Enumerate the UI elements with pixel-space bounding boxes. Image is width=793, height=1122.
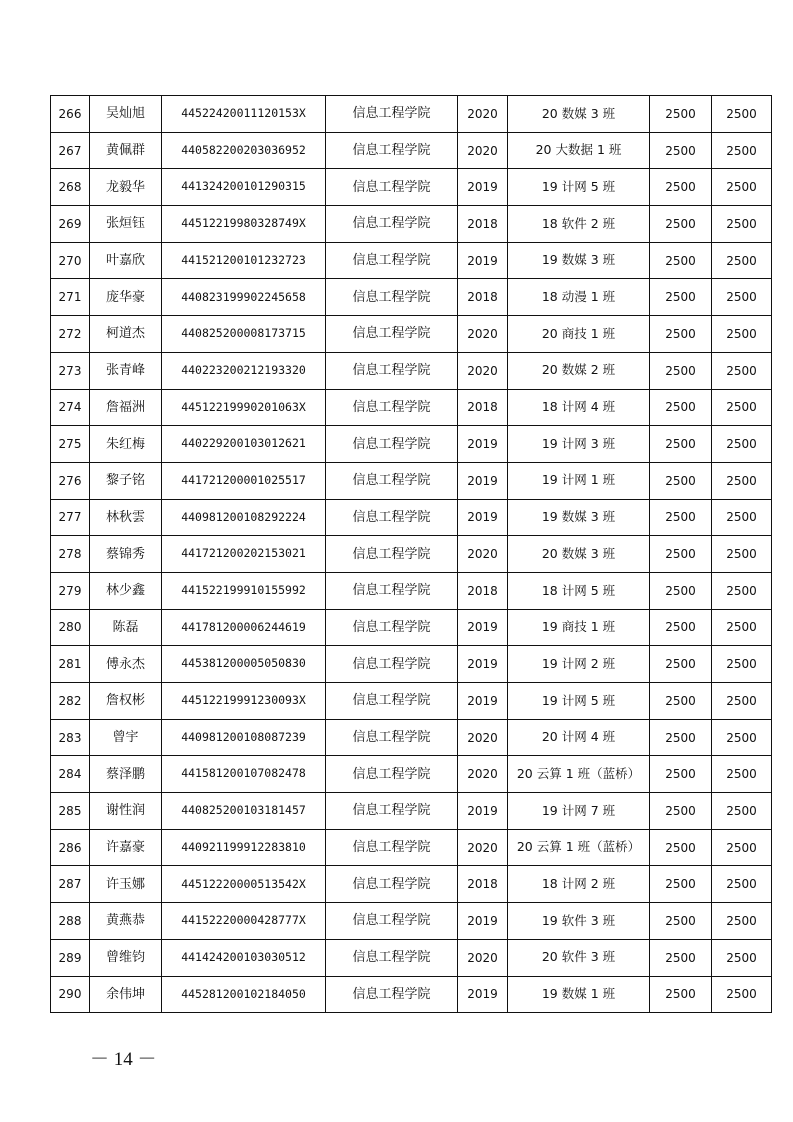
enrollment-year-cell: 2018: [458, 389, 508, 426]
table-row: [51, 169, 772, 206]
serial-number-cell: 275: [51, 426, 90, 463]
serial-number-cell: 273: [51, 352, 90, 389]
enrollment-year-cell: 2019: [458, 976, 508, 1013]
student-name-cell: 龙毅华: [90, 169, 162, 206]
college-cell: 信息工程学院: [326, 756, 458, 793]
id-number-cell: 440981200108087239: [162, 719, 326, 756]
college-cell: 信息工程学院: [326, 939, 458, 976]
college-cell: 信息工程学院: [326, 646, 458, 683]
amount-total-cell: 2500: [712, 389, 772, 426]
class-cell: 20 云算 1 班（蓝桥）: [508, 829, 650, 866]
id-number-cell: 441324200101290315: [162, 169, 326, 206]
id-number-cell: 440823199902245658: [162, 279, 326, 316]
amount-cell: 2500: [650, 169, 712, 206]
class-cell: 19 数媒 1 班: [508, 976, 650, 1013]
college-cell: 信息工程学院: [326, 132, 458, 169]
id-number-cell: 441721200001025517: [162, 462, 326, 499]
enrollment-year-cell: 2020: [458, 536, 508, 573]
enrollment-year-cell: 2019: [458, 793, 508, 830]
enrollment-year-cell: 2020: [458, 756, 508, 793]
amount-cell: 2500: [650, 279, 712, 316]
records-body: [51, 96, 772, 1013]
class-cell: 20 云算 1 班（蓝桥）: [508, 756, 650, 793]
enrollment-year-cell: 2019: [458, 499, 508, 536]
amount-total-cell: 2500: [712, 939, 772, 976]
amount-total-cell: 2500: [712, 96, 772, 133]
student-name-cell: 庞华豪: [90, 279, 162, 316]
amount-cell: 2500: [650, 536, 712, 573]
enrollment-year-cell: 2018: [458, 206, 508, 243]
amount-cell: 2500: [650, 96, 712, 133]
class-cell: 20 数媒 3 班: [508, 536, 650, 573]
college-cell: 信息工程学院: [326, 352, 458, 389]
amount-total-cell: 2500: [712, 866, 772, 903]
class-cell: 18 计网 4 班: [508, 389, 650, 426]
enrollment-year-cell: 2018: [458, 572, 508, 609]
table-row: [51, 132, 772, 169]
id-number-cell: 44512219980328749X: [162, 206, 326, 243]
enrollment-year-cell: 2018: [458, 866, 508, 903]
college-cell: 信息工程学院: [326, 206, 458, 243]
table-row: [51, 389, 772, 426]
class-cell: 20 计网 4 班: [508, 719, 650, 756]
college-cell: 信息工程学院: [326, 609, 458, 646]
serial-number-cell: 270: [51, 242, 90, 279]
student-name-cell: 陈磊: [90, 609, 162, 646]
college-cell: 信息工程学院: [326, 499, 458, 536]
student-name-cell: 林秋雲: [90, 499, 162, 536]
class-cell: 19 软件 3 班: [508, 903, 650, 940]
amount-total-cell: 2500: [712, 536, 772, 573]
amount-total-cell: 2500: [712, 683, 772, 720]
id-number-cell: 440229200103012621: [162, 426, 326, 463]
student-name-cell: 林少鑫: [90, 572, 162, 609]
student-name-cell: 许玉娜: [90, 866, 162, 903]
amount-cell: 2500: [650, 793, 712, 830]
amount-cell: 2500: [650, 499, 712, 536]
table-row: [51, 279, 772, 316]
table-row: [51, 96, 772, 133]
serial-number-cell: 279: [51, 572, 90, 609]
class-cell: 20 数媒 2 班: [508, 352, 650, 389]
class-cell: 18 计网 2 班: [508, 866, 650, 903]
amount-cell: 2500: [650, 462, 712, 499]
enrollment-year-cell: 2020: [458, 719, 508, 756]
enrollment-year-cell: 2020: [458, 939, 508, 976]
class-cell: 19 数媒 3 班: [508, 499, 650, 536]
id-number-cell: 440825200008173715: [162, 316, 326, 353]
amount-total-cell: 2500: [712, 756, 772, 793]
serial-number-cell: 280: [51, 609, 90, 646]
class-cell: 18 动漫 1 班: [508, 279, 650, 316]
amount-cell: 2500: [650, 866, 712, 903]
serial-number-cell: 284: [51, 756, 90, 793]
table-row: [51, 646, 772, 683]
amount-total-cell: 2500: [712, 609, 772, 646]
student-name-cell: 柯道杰: [90, 316, 162, 353]
college-cell: 信息工程学院: [326, 683, 458, 720]
amount-cell: 2500: [650, 389, 712, 426]
college-cell: 信息工程学院: [326, 169, 458, 206]
amount-cell: 2500: [650, 719, 712, 756]
class-cell: 19 计网 5 班: [508, 683, 650, 720]
student-name-cell: 余伟坤: [90, 976, 162, 1013]
amount-total-cell: 2500: [712, 829, 772, 866]
table-row: [51, 242, 772, 279]
id-number-cell: 445281200102184050: [162, 976, 326, 1013]
table-row: [51, 499, 772, 536]
enrollment-year-cell: 2019: [458, 462, 508, 499]
table-row: [51, 609, 772, 646]
serial-number-cell: 271: [51, 279, 90, 316]
table-row: [51, 829, 772, 866]
student-name-cell: 黄燕恭: [90, 903, 162, 940]
id-number-cell: 44152220000428777X: [162, 903, 326, 940]
enrollment-year-cell: 2020: [458, 316, 508, 353]
enrollment-year-cell: 2019: [458, 683, 508, 720]
id-number-cell: 440921199912283810: [162, 829, 326, 866]
table-row: [51, 756, 772, 793]
table-row: [51, 939, 772, 976]
table-row: [51, 683, 772, 720]
enrollment-year-cell: 2019: [458, 242, 508, 279]
id-number-cell: 441521200101232723: [162, 242, 326, 279]
college-cell: 信息工程学院: [326, 389, 458, 426]
id-number-cell: 440981200108292224: [162, 499, 326, 536]
college-cell: 信息工程学院: [326, 96, 458, 133]
enrollment-year-cell: 2019: [458, 903, 508, 940]
id-number-cell: 440223200212193320: [162, 352, 326, 389]
class-cell: 20 大数据 1 班: [508, 132, 650, 169]
serial-number-cell: 281: [51, 646, 90, 683]
student-name-cell: 詹权彬: [90, 683, 162, 720]
id-number-cell: 44512219990201063X: [162, 389, 326, 426]
serial-number-cell: 276: [51, 462, 90, 499]
class-cell: 19 计网 1 班: [508, 462, 650, 499]
serial-number-cell: 267: [51, 132, 90, 169]
amount-total-cell: 2500: [712, 132, 772, 169]
enrollment-year-cell: 2019: [458, 646, 508, 683]
id-number-cell: 44522420011120153X: [162, 96, 326, 133]
student-name-cell: 许嘉豪: [90, 829, 162, 866]
class-cell: 19 计网 2 班: [508, 646, 650, 683]
table-row: [51, 866, 772, 903]
table-row: [51, 352, 772, 389]
amount-cell: 2500: [650, 646, 712, 683]
serial-number-cell: 289: [51, 939, 90, 976]
college-cell: 信息工程学院: [326, 976, 458, 1013]
amount-total-cell: 2500: [712, 352, 772, 389]
student-name-cell: 黎子铭: [90, 462, 162, 499]
table-row: [51, 719, 772, 756]
serial-number-cell: 272: [51, 316, 90, 353]
page-number: － 14 －: [90, 1049, 157, 1070]
class-cell: 18 软件 2 班: [508, 206, 650, 243]
amount-cell: 2500: [650, 572, 712, 609]
serial-number-cell: 288: [51, 903, 90, 940]
amount-total-cell: 2500: [712, 169, 772, 206]
id-number-cell: 441424200103030512: [162, 939, 326, 976]
serial-number-cell: 277: [51, 499, 90, 536]
enrollment-year-cell: 2020: [458, 829, 508, 866]
class-cell: 19 商技 1 班: [508, 609, 650, 646]
college-cell: 信息工程学院: [326, 536, 458, 573]
amount-total-cell: 2500: [712, 719, 772, 756]
student-name-cell: 吴灿旭: [90, 96, 162, 133]
id-number-cell: 440582200203036952: [162, 132, 326, 169]
id-number-cell: 44512219991230093X: [162, 683, 326, 720]
student-name-cell: 黄佩群: [90, 132, 162, 169]
amount-cell: 2500: [650, 426, 712, 463]
enrollment-year-cell: 2019: [458, 426, 508, 463]
class-cell: 19 计网 7 班: [508, 793, 650, 830]
table-row: [51, 536, 772, 573]
id-number-cell: 441721200202153021: [162, 536, 326, 573]
records-table: [50, 95, 772, 1013]
serial-number-cell: 266: [51, 96, 90, 133]
table-row: [51, 793, 772, 830]
college-cell: 信息工程学院: [326, 903, 458, 940]
amount-cell: 2500: [650, 609, 712, 646]
amount-total-cell: 2500: [712, 279, 772, 316]
id-number-cell: 440825200103181457: [162, 793, 326, 830]
serial-number-cell: 278: [51, 536, 90, 573]
enrollment-year-cell: 2019: [458, 609, 508, 646]
student-name-cell: 傅永杰: [90, 646, 162, 683]
college-cell: 信息工程学院: [326, 719, 458, 756]
enrollment-year-cell: 2020: [458, 352, 508, 389]
table-row: [51, 462, 772, 499]
class-cell: 20 商技 1 班: [508, 316, 650, 353]
college-cell: 信息工程学院: [326, 572, 458, 609]
student-name-cell: 张烜钰: [90, 206, 162, 243]
id-number-cell: 445381200005050830: [162, 646, 326, 683]
amount-cell: 2500: [650, 756, 712, 793]
student-name-cell: 叶嘉欣: [90, 242, 162, 279]
serial-number-cell: 290: [51, 976, 90, 1013]
amount-total-cell: 2500: [712, 426, 772, 463]
student-name-cell: 詹福洲: [90, 389, 162, 426]
id-number-cell: 441781200006244619: [162, 609, 326, 646]
enrollment-year-cell: 2019: [458, 169, 508, 206]
amount-cell: 2500: [650, 206, 712, 243]
amount-cell: 2500: [650, 242, 712, 279]
serial-number-cell: 274: [51, 389, 90, 426]
class-cell: 18 计网 5 班: [508, 572, 650, 609]
enrollment-year-cell: 2020: [458, 96, 508, 133]
class-cell: 20 软件 3 班: [508, 939, 650, 976]
class-cell: 20 数媒 3 班: [508, 96, 650, 133]
college-cell: 信息工程学院: [326, 279, 458, 316]
serial-number-cell: 287: [51, 866, 90, 903]
serial-number-cell: 282: [51, 683, 90, 720]
serial-number-cell: 283: [51, 719, 90, 756]
college-cell: 信息工程学院: [326, 462, 458, 499]
college-cell: 信息工程学院: [326, 866, 458, 903]
amount-cell: 2500: [650, 939, 712, 976]
id-number-cell: 441581200107082478: [162, 756, 326, 793]
amount-cell: 2500: [650, 903, 712, 940]
student-name-cell: 蔡泽鹏: [90, 756, 162, 793]
amount-total-cell: 2500: [712, 572, 772, 609]
student-name-cell: 谢性润: [90, 793, 162, 830]
student-name-cell: 蔡锦秀: [90, 536, 162, 573]
college-cell: 信息工程学院: [326, 242, 458, 279]
serial-number-cell: 286: [51, 829, 90, 866]
class-cell: 19 数媒 3 班: [508, 242, 650, 279]
class-cell: 19 计网 5 班: [508, 169, 650, 206]
amount-cell: 2500: [650, 976, 712, 1013]
table-row: [51, 976, 772, 1013]
student-name-cell: 张青峰: [90, 352, 162, 389]
amount-total-cell: 2500: [712, 646, 772, 683]
table-row: [51, 316, 772, 353]
amount-cell: 2500: [650, 132, 712, 169]
table-row: [51, 903, 772, 940]
student-name-cell: 曾宇: [90, 719, 162, 756]
amount-total-cell: 2500: [712, 242, 772, 279]
class-cell: 19 计网 3 班: [508, 426, 650, 463]
amount-cell: 2500: [650, 829, 712, 866]
college-cell: 信息工程学院: [326, 829, 458, 866]
amount-total-cell: 2500: [712, 206, 772, 243]
id-number-cell: 441522199910155992: [162, 572, 326, 609]
amount-cell: 2500: [650, 352, 712, 389]
amount-total-cell: 2500: [712, 316, 772, 353]
enrollment-year-cell: 2020: [458, 132, 508, 169]
amount-cell: 2500: [650, 683, 712, 720]
table-row: [51, 572, 772, 609]
id-number-cell: 44512220000513542X: [162, 866, 326, 903]
amount-total-cell: 2500: [712, 462, 772, 499]
student-name-cell: 朱红梅: [90, 426, 162, 463]
amount-total-cell: 2500: [712, 499, 772, 536]
enrollment-year-cell: 2018: [458, 279, 508, 316]
serial-number-cell: 285: [51, 793, 90, 830]
serial-number-cell: 269: [51, 206, 90, 243]
amount-total-cell: 2500: [712, 976, 772, 1013]
college-cell: 信息工程学院: [326, 316, 458, 353]
table-row: [51, 206, 772, 243]
student-name-cell: 曾维钧: [90, 939, 162, 976]
table-row: [51, 426, 772, 463]
serial-number-cell: 268: [51, 169, 90, 206]
college-cell: 信息工程学院: [326, 426, 458, 463]
college-cell: 信息工程学院: [326, 793, 458, 830]
amount-total-cell: 2500: [712, 903, 772, 940]
amount-cell: 2500: [650, 316, 712, 353]
amount-total-cell: 2500: [712, 793, 772, 830]
